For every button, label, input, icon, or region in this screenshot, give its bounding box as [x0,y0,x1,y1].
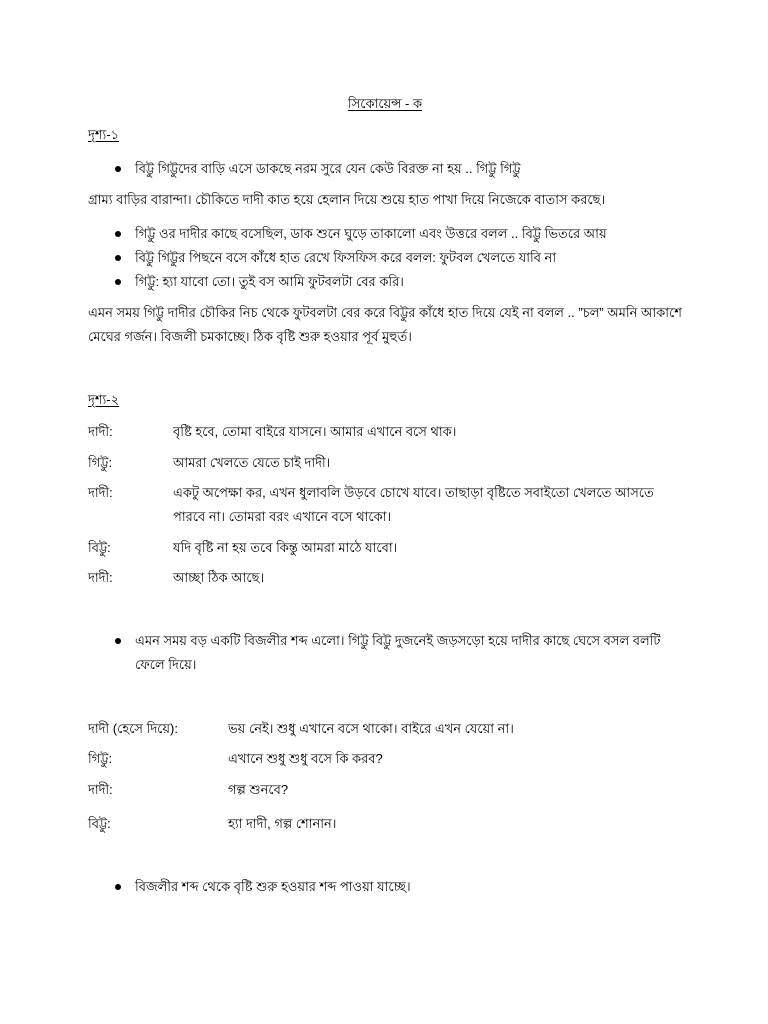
scene-1-action-list [88,222,682,294]
speaker-label: দাদী (হেসে দিয়ে): [88,721,178,736]
list-item-text: গিট্টু ওর দাদীর কাছে বসেছিল, ডাক শুনে ঘুড়ে তাকালো এবং উত্তরে বলল .. বিট্টু ভিতরে আয় [135,226,607,241]
document-title-row [88,92,682,116]
list-item [88,270,682,294]
dialogue-row [88,536,682,560]
list-item [88,222,682,246]
document-page [88,92,682,899]
dialogue-line: গল্প শুনবে? [228,782,289,797]
dialogue-row [88,747,682,771]
dialogue-row [88,778,682,802]
speaker-label: দাদী: [88,485,113,500]
list-item-text: বিট্টু গিট্টুর পিছনে বসে কাঁধে হাত রেখে ফিসফিস করে বলল: ফুটবল খেলতে যাবি না [135,250,557,265]
bullet-icon [115,166,121,172]
dialogue-line: বৃষ্টি হবে, তোমা বাইরে যাসনে। আমার এখানে বসে থাক। [173,424,457,439]
dialogue-row [88,812,682,836]
scene-2-closing-bullet [88,875,682,899]
dialogue-block-1 [88,420,682,590]
bullet-icon [115,255,121,261]
scene-2-closing-text: বিজলীর শব্দ থেকে বৃষ্টি শুরু হওয়ার শব্দ পাওয়া যাচ্ছে। [135,879,411,894]
scene-1-heading-row [88,123,682,147]
dialogue-row [88,717,682,741]
dialogue-line: একটু অপেক্ষা কর, এখন ধুলাবলি উড়বে চোখে যাবে। তাছাড়া বৃষ্টিতে সবাইতো খেলতে আসতে পারবে না। তোমরা বরং এখানে বসে থাকো। [173,485,654,524]
scene-1-setting-paragraph: গ্রাম্য বাড়ির বারান্দা। চৌকিতে দাদী কাত হয়ে হেলান দিয়ে শুয়ে হাত পাখা দিয়ে নিজেকে বাতাস করছে। [88,192,606,207]
dialogue-row [88,481,682,529]
dialogue-row [88,420,682,444]
dialogue-line: হ্যা দাদী, গল্প শোনান। [228,816,337,831]
list-item-text: গিট্টু: হ্যা যাবো তো। তুই বস আমি ফুটবলটা বের করি। [135,274,404,289]
bullet-icon [115,638,121,644]
dialogue-line: আমরা খেলতে যেতে চাই দাদী। [173,455,331,470]
dialogue-line: আচ্ছা ঠিক আছে। [173,570,265,585]
speaker-label: বিট্টু: [88,540,111,555]
speaker-label: বিট্টু: [88,816,111,831]
dialogue-row [88,566,682,590]
speaker-label: গিট্টু: [88,751,113,766]
list-item [88,246,682,270]
speaker-label: দাদী: [88,782,113,797]
dialogue-block-2 [88,717,682,836]
scene-2-action-bullet [88,629,682,677]
scene-1-intro-bullet [88,157,682,181]
speaker-label: দাদী: [88,424,113,439]
scene-1-intro-text: বিট্টু গিট্টুদের বাড়ি এসে ডাকছে নরম সুরে যেন কেউ বিরক্ত না হয় .. গিট্টু গিট্টু [135,161,521,176]
dialogue-line: যদি বৃষ্টি না হয় তবে কিন্তু আমরা মাঠে যাবো। [173,540,398,555]
speaker-label: দাদী: [88,570,113,585]
dialogue-line: এখানে শুধু শুধু বসে কি করব? [228,751,383,766]
scene-1-closing-paragraph: এমন সময় গিট্টু দাদীর চৌকির নিচ থেকে ফুটবলটা বের করে বিট্টুর কাঁধে হাত দিয়ে যেই না বলল .. ”চল” অমনি আকাশে মেঘের গর্জন। বিজলী চমকাচ্ছে। ঠিক বৃষ্টি শুরু হওয়ার পূর্ব মুহুর্ত। [88,305,682,344]
scene-1-heading: দৃশ্য-১ [88,127,120,142]
scene-2-heading: দৃশ্য-২ [88,392,120,407]
scene-2-heading-row [88,388,682,412]
document-title: সিকোয়েন্স - ক [347,96,423,111]
speaker-label: গিট্টু: [88,455,113,470]
bullet-icon [115,231,121,237]
dialogue-row [88,451,682,475]
dialogue-line: ভয় নেই। শুধু এখানে বসে থাকো। বাইরে এখন যেয়ো না। [228,721,514,736]
scene-2-action-text: এমন সময় বড় একটি বিজলীর শব্দ এলো। গিট্টু বিট্টু দুজনেই জড়সড়ো হয়ে দাদীর কাছে ঘেসে বসল বলটি ফেলে দিয়ে। [135,633,661,672]
bullet-icon [115,279,121,285]
bullet-icon [115,884,121,890]
